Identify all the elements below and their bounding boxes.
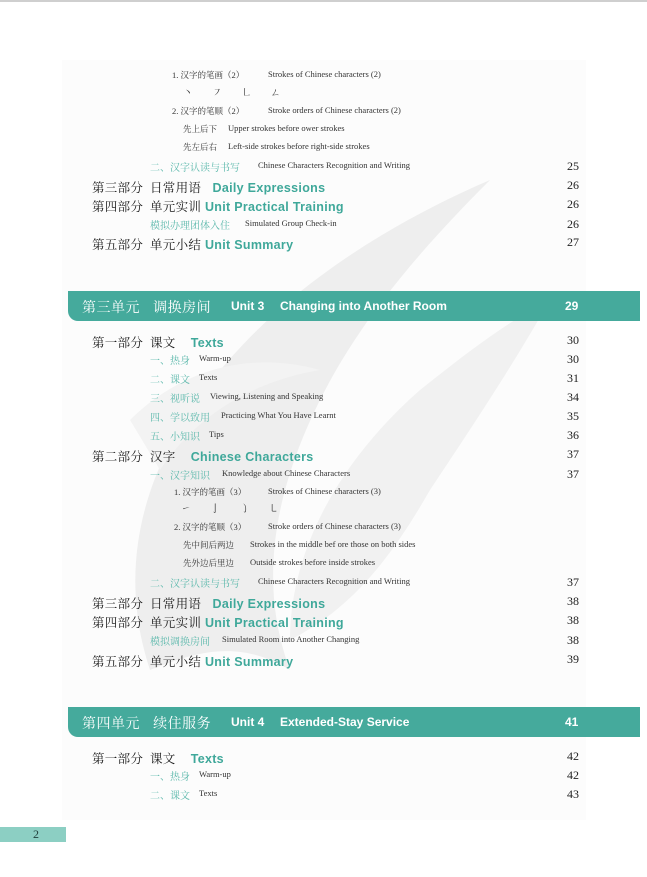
toc-part-entry[interactable]: 第一部分 课文 Texts 42 [92,749,579,766]
toc-part-entry[interactable]: 第二部分 汉字 Chinese Characters 37 [92,447,579,464]
toc-sub-entry[interactable]: 五、小知识 Tips 36 [150,428,579,443]
toc-sub-entry[interactable]: 模拟办理团体入住 Simulated Group Check-in 26 [150,217,579,232]
toc-part-entry[interactable]: 第三部分 日常用语 Daily Expressions 38 [92,594,579,611]
toc-sub-entry[interactable]: 二、课文 Texts 43 [150,787,579,802]
toc-strokes-item[interactable]: 1. 汉字的笔画（3） Strokes of Chinese characters (3) [174,486,381,497]
toc-part-entry[interactable]: 第四部分 单元实训 Unit Practical Training 26 [92,197,579,214]
toc-sub-entry[interactable]: 二、汉字认读与书写 Chinese Characters Recognition and Writing 25 [150,159,579,174]
toc-sub-entry[interactable]: 四、学以致用 Practicing What You Have Learnt 35 [150,409,579,424]
toc-rule[interactable]: 先外边后里边 Outside strokes before inside strokes [183,557,376,568]
unit-4-header[interactable]: 第四单元 续住服务 Unit 4 Extended-Stay Service 41 [68,707,640,737]
toc-rule[interactable]: 先上后下 Upper strokes before ower strokes [183,123,345,134]
toc-part-entry[interactable]: 第四部分 单元实训 Unit Practical Training 38 [92,613,579,630]
toc-sub-entry[interactable]: 一、热身 Warm-up 42 [150,768,579,783]
toc-part-entry[interactable]: 第五部分 单元小结 Unit Summary 39 [92,652,579,669]
toc-sub-entry[interactable]: 模拟调换房间 Simulated Room into Another Changing 38 [150,633,579,648]
stroke-glyphs: ㇀ 亅 ㇁ ㇄ [181,504,287,515]
unit-3-header[interactable]: 第三单元 调换房间 Unit 3 Changing into Another Room 29 [68,291,640,321]
toc-sub-entry[interactable]: 三、视听说 Viewing, Listening and Speaking 34 [150,390,579,405]
toc-rule[interactable]: 先左后右 Left-side strokes before right-side strokes [183,141,370,152]
toc-order-item[interactable]: 2. 汉字的笔顺（3） Stroke orders of Chinese characters (3) [174,521,401,532]
page-number-tab [0,827,66,842]
toc-sub-entry[interactable]: 一、热身 Warm-up 30 [150,352,579,367]
toc-part-entry[interactable]: 第一部分 课文 Texts 30 [92,333,579,350]
toc-part-entry[interactable]: 第五部分 单元小结 Unit Summary 27 [92,235,579,252]
page-number: 2 [33,827,39,841]
toc-part-entry[interactable]: 第三部分 日常用语 Daily Expressions 26 [92,178,579,195]
toc-strokes-item[interactable]: 1. 汉字的笔画（2） Strokes of Chinese characters (2) [172,69,381,80]
toc-sub-entry[interactable]: 一、汉字知识 Knowledge about Chinese Characters 37 [150,467,579,482]
toc-rule[interactable]: 先中间后两边 Strokes in the middle bef ore those on both sides [183,539,416,550]
toc-sub-entry[interactable]: 二、课文 Texts 31 [150,371,579,386]
toc-order-item[interactable]: 2. 汉字的笔顺（2） Stroke orders of Chinese characters (2) [172,105,401,116]
toc-sub-entry[interactable]: 二、汉字认读与书写 Chinese Characters Recognition and Writing 37 [150,575,579,590]
stroke-glyphs: 丶 ㇇ ㇗ ㄥ [183,88,289,99]
